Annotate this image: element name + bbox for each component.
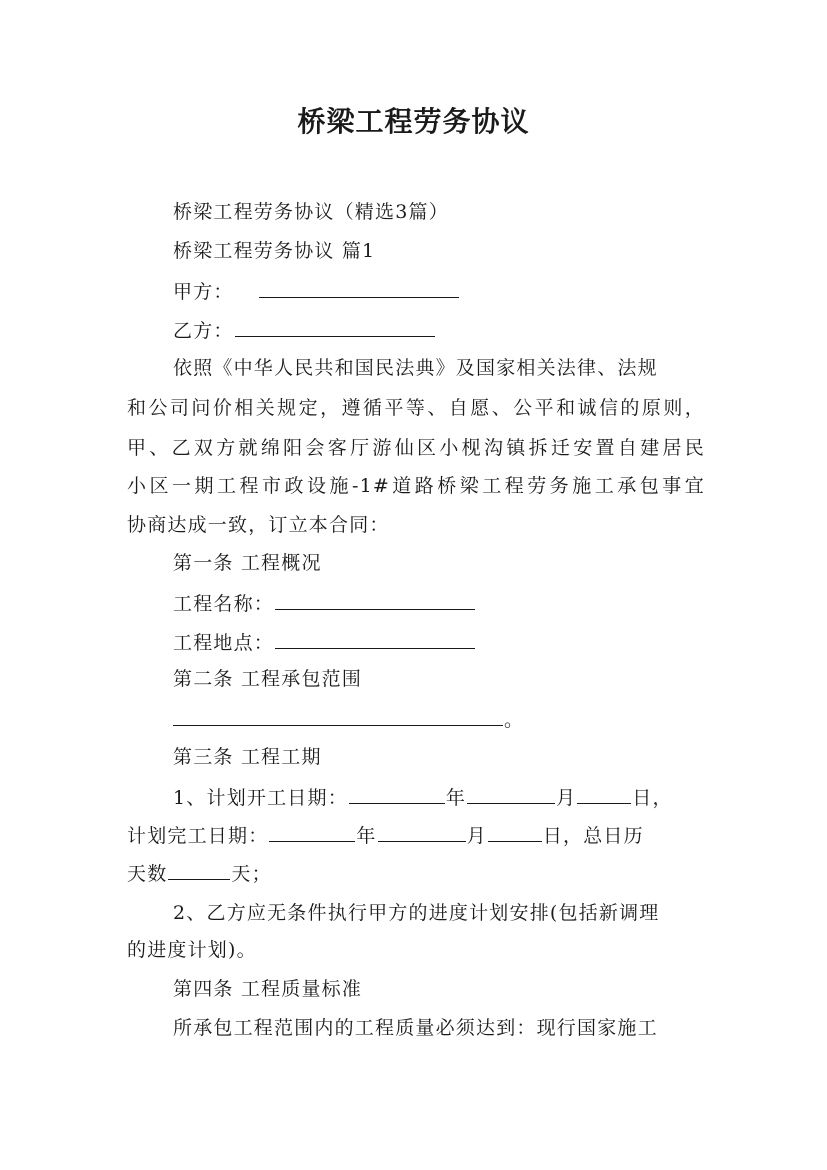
article-2-heading: 第二条 工程承包范围 [173,668,363,690]
party-b-blank [235,318,435,337]
document-subtitle: 桥梁工程劳务协议（精选3篇） [173,201,449,223]
article-3-heading: 第三条 工程工期 [173,746,322,768]
intro-line-1: 依照《中华人民共和国民法典》及国家相关法律、法规 [173,357,658,379]
party-b-line [173,318,753,343]
end-month-blank [378,823,466,842]
days-label: 天数 [127,863,168,885]
scope-line [173,707,753,732]
article-4-heading: 第四条 工程质量标准 [173,978,363,1000]
start-month-blank [467,785,555,804]
scope-blank [173,707,503,726]
start-month-unit: 月 [556,787,577,809]
project-name-blank [275,591,475,610]
end-year-unit: 年 [356,825,377,847]
intro-line-5: 协商达成一致，订立本合同： [127,514,390,536]
project-name-label: 工程名称： [173,593,275,615]
article-1-heading: 第一条 工程概况 [173,552,322,574]
intro-line-3: 甲、乙双方就绵阳会客厅游仙区小枧沟镇拆迁安置自建居民 [127,437,705,459]
project-location-label: 工程地点： [173,632,275,654]
project-name-line [173,591,753,616]
days-unit: 天； [231,863,272,885]
quality-line: 所承包工程范围内的工程质量必须达到：现行国家施工 [173,1017,658,1039]
item-2-line-1: 2、乙方应无条件执行甲方的进度计划安排(包括新调理 [173,902,660,924]
start-day-blank [577,785,631,804]
item-2-line-2: 的进度计划)。 [127,939,257,961]
total-days-label: 日，总日历 [542,825,644,847]
document-title: 桥梁工程劳务协议 [297,105,530,138]
start-date-label: 1、计划开工日期： [173,787,348,809]
days-blank [168,861,230,880]
project-location-line [173,630,753,655]
party-a-line [173,279,753,304]
end-year-blank [269,823,355,842]
scope-end: 。 [504,709,525,731]
end-month-unit: 月 [466,825,487,847]
end-day-blank [488,823,542,842]
party-a-blank [259,279,459,298]
intro-line-4: 小区一期工程市政设施-1#道路桥梁工程劳务施工承包事宜 [127,475,705,497]
end-date-label: 计划完工日期： [127,825,269,847]
party-a-label: 甲方： [173,281,234,303]
party-b-label: 乙方： [173,320,234,342]
start-year-blank [349,785,445,804]
project-location-blank [275,630,475,649]
end-date-line [127,823,707,848]
intro-line-2: 和公司问价相关规定，遵循平等、自愿、公平和诚信的原则， [127,397,705,419]
days-line [127,861,707,886]
start-date-line [173,785,713,810]
part-heading: 桥梁工程劳务协议 篇1 [173,240,376,262]
start-year-unit: 年 [445,787,467,809]
start-day-unit: 日， [632,787,673,809]
